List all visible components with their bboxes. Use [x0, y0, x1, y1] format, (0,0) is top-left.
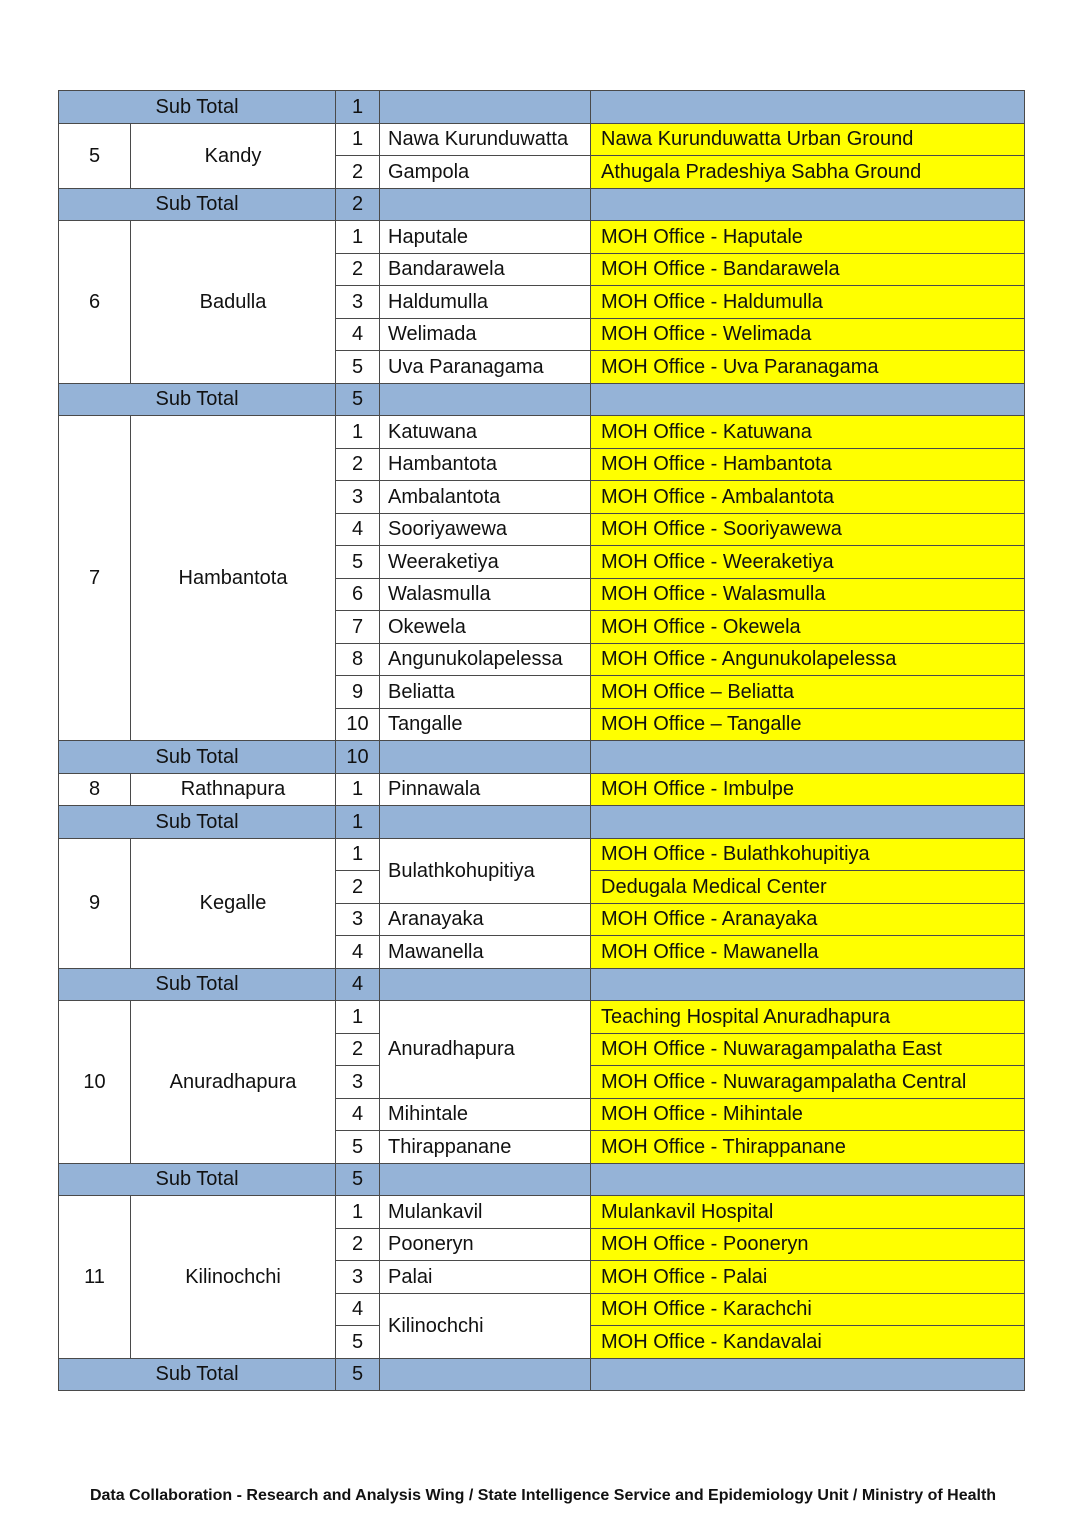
- district-name: Badulla: [131, 221, 336, 384]
- location-cell: Haputale: [380, 221, 591, 254]
- venue-cell: MOH Office – Beliatta: [591, 676, 1025, 709]
- row-number: 2: [336, 448, 380, 481]
- subtotal-label: Sub Total: [59, 741, 336, 774]
- district-name: Hambantota: [131, 416, 336, 741]
- venue-cell: MOH Office - Nuwaragampalatha Central: [591, 1066, 1025, 1099]
- venue-cell: MOH Office - Katuwana: [591, 416, 1025, 449]
- location-cell: Kilinochchi: [380, 1293, 591, 1358]
- table-row: [59, 221, 1025, 254]
- row-number: 2: [336, 1033, 380, 1066]
- subtotal-count: 4: [336, 968, 380, 1001]
- subtotal-row: [59, 968, 1025, 1001]
- location-cell: Mawanella: [380, 936, 591, 969]
- subtotal-empty-cell: [591, 968, 1025, 1001]
- table-row: [59, 773, 1025, 806]
- location-cell: Mihintale: [380, 1098, 591, 1131]
- row-number: 2: [336, 253, 380, 286]
- subtotal-label: Sub Total: [59, 383, 336, 416]
- subtotal-row: [59, 741, 1025, 774]
- venue-cell: MOH Office - Haldumulla: [591, 286, 1025, 319]
- subtotal-empty-cell: [380, 1358, 591, 1391]
- venue-cell: Nawa Kurunduwatta Urban Ground: [591, 123, 1025, 156]
- row-number: 1: [336, 1001, 380, 1034]
- subtotal-count: 5: [336, 383, 380, 416]
- table-row: [59, 416, 1025, 449]
- venue-cell: MOH Office - Imbulpe: [591, 773, 1025, 806]
- subtotal-empty-cell: [591, 1358, 1025, 1391]
- district-number: 11: [59, 1196, 131, 1359]
- row-number: 6: [336, 578, 380, 611]
- row-number: 10: [336, 708, 380, 741]
- venue-cell: MOH Office - Nuwaragampalatha East: [591, 1033, 1025, 1066]
- subtotal-label: Sub Total: [59, 1358, 336, 1391]
- location-cell: Welimada: [380, 318, 591, 351]
- subtotal-row: [59, 1358, 1025, 1391]
- subtotal-row: [59, 188, 1025, 221]
- row-number: 3: [336, 286, 380, 319]
- location-cell: Pooneryn: [380, 1228, 591, 1261]
- subtotal-count: 1: [336, 806, 380, 839]
- location-cell: Beliatta: [380, 676, 591, 709]
- venue-cell: MOH Office - Weeraketiya: [591, 546, 1025, 579]
- location-cell: Haldumulla: [380, 286, 591, 319]
- subtotal-empty-cell: [591, 188, 1025, 221]
- vaccination-centers-table: [58, 90, 1025, 1391]
- subtotal-label: Sub Total: [59, 1163, 336, 1196]
- row-number: 1: [336, 1196, 380, 1229]
- row-number: 3: [336, 903, 380, 936]
- district-number: 5: [59, 123, 131, 188]
- row-number: 5: [336, 351, 380, 384]
- venue-cell: MOH Office - Kandavalai: [591, 1326, 1025, 1359]
- location-cell: Bulathkohupitiya: [380, 838, 591, 903]
- subtotal-empty-cell: [380, 741, 591, 774]
- venue-cell: MOH Office - Pooneryn: [591, 1228, 1025, 1261]
- location-cell: Pinnawala: [380, 773, 591, 806]
- venue-cell: MOH Office - Thirappanane: [591, 1131, 1025, 1164]
- location-cell: Palai: [380, 1261, 591, 1294]
- venue-cell: MOH Office - Mihintale: [591, 1098, 1025, 1131]
- venue-cell: MOH Office - Welimada: [591, 318, 1025, 351]
- venue-cell: MOH Office - Walasmulla: [591, 578, 1025, 611]
- subtotal-empty-cell: [591, 806, 1025, 839]
- row-number: 1: [336, 416, 380, 449]
- row-number: 7: [336, 611, 380, 644]
- location-cell: Weeraketiya: [380, 546, 591, 579]
- subtotal-empty-cell: [380, 188, 591, 221]
- subtotal-empty-cell: [380, 968, 591, 1001]
- location-cell: Ambalantota: [380, 481, 591, 514]
- row-number: 4: [336, 1293, 380, 1326]
- location-cell: Gampola: [380, 156, 591, 189]
- venue-cell: MOH Office - Hambantota: [591, 448, 1025, 481]
- district-number: 6: [59, 221, 131, 384]
- venue-cell: MOH Office - Haputale: [591, 221, 1025, 254]
- row-number: 3: [336, 1261, 380, 1294]
- row-number: 4: [336, 936, 380, 969]
- subtotal-row: [59, 806, 1025, 839]
- location-cell: Uva Paranagama: [380, 351, 591, 384]
- row-number: 2: [336, 871, 380, 904]
- subtotal-count: 5: [336, 1163, 380, 1196]
- location-cell: Sooriyawewa: [380, 513, 591, 546]
- venue-cell: MOH Office - Sooriyawewa: [591, 513, 1025, 546]
- venue-cell: MOH Office - Uva Paranagama: [591, 351, 1025, 384]
- subtotal-label: Sub Total: [59, 806, 336, 839]
- location-cell: Mulankavil: [380, 1196, 591, 1229]
- location-cell: Katuwana: [380, 416, 591, 449]
- venue-cell: MOH Office - Ambalantota: [591, 481, 1025, 514]
- row-number: 2: [336, 1228, 380, 1261]
- district-number: 10: [59, 1001, 131, 1164]
- subtotal-label: Sub Total: [59, 188, 336, 221]
- location-cell: Aranayaka: [380, 903, 591, 936]
- subtotal-count: 5: [336, 1358, 380, 1391]
- subtotal-empty-cell: [380, 806, 591, 839]
- table-row: [59, 838, 1025, 871]
- table-row: [59, 123, 1025, 156]
- venue-cell: MOH Office - Aranayaka: [591, 903, 1025, 936]
- subtotal-empty-cell: [591, 741, 1025, 774]
- venue-cell: MOH Office – Tangalle: [591, 708, 1025, 741]
- venue-cell: Teaching Hospital Anuradhapura: [591, 1001, 1025, 1034]
- table-body: [59, 91, 1025, 1391]
- location-cell: Anuradhapura: [380, 1001, 591, 1099]
- subtotal-label: Sub Total: [59, 91, 336, 124]
- venue-cell: Dedugala Medical Center: [591, 871, 1025, 904]
- district-name: Anuradhapura: [131, 1001, 336, 1164]
- row-number: 3: [336, 1066, 380, 1099]
- subtotal-empty-cell: [380, 383, 591, 416]
- subtotal-row: [59, 1163, 1025, 1196]
- subtotal-label: Sub Total: [59, 968, 336, 1001]
- venue-cell: MOH Office - Bulathkohupitiya: [591, 838, 1025, 871]
- district-name: Kandy: [131, 123, 336, 188]
- row-number: 1: [336, 123, 380, 156]
- venue-cell: MOH Office - Palai: [591, 1261, 1025, 1294]
- subtotal-row: [59, 383, 1025, 416]
- subtotal-count: 10: [336, 741, 380, 774]
- location-cell: Thirappanane: [380, 1131, 591, 1164]
- row-number: 9: [336, 676, 380, 709]
- row-number: 3: [336, 481, 380, 514]
- subtotal-count: 1: [336, 91, 380, 124]
- location-cell: Tangalle: [380, 708, 591, 741]
- subtotal-empty-cell: [380, 91, 591, 124]
- location-cell: Hambantota: [380, 448, 591, 481]
- row-number: 8: [336, 643, 380, 676]
- subtotal-empty-cell: [591, 91, 1025, 124]
- venue-cell: MOH Office - Karachchi: [591, 1293, 1025, 1326]
- venue-cell: MOH Office - Mawanella: [591, 936, 1025, 969]
- venue-cell: Athugala Pradeshiya Sabha Ground: [591, 156, 1025, 189]
- table-row: [59, 1196, 1025, 1229]
- row-number: 2: [336, 156, 380, 189]
- subtotal-row: [59, 91, 1025, 124]
- location-cell: Bandarawela: [380, 253, 591, 286]
- subtotal-empty-cell: [591, 1163, 1025, 1196]
- row-number: 5: [336, 1326, 380, 1359]
- row-number: 1: [336, 838, 380, 871]
- table-row: [59, 1001, 1025, 1034]
- location-cell: Okewela: [380, 611, 591, 644]
- venue-cell: MOH Office - Okewela: [591, 611, 1025, 644]
- row-number: 4: [336, 513, 380, 546]
- location-cell: Walasmulla: [380, 578, 591, 611]
- venue-cell: MOH Office - Bandarawela: [591, 253, 1025, 286]
- subtotal-empty-cell: [380, 1163, 591, 1196]
- venue-cell: MOH Office - Angunukolapelessa: [591, 643, 1025, 676]
- venue-cell: Mulankavil Hospital: [591, 1196, 1025, 1229]
- subtotal-count: 2: [336, 188, 380, 221]
- subtotal-empty-cell: [591, 383, 1025, 416]
- district-name: Rathnapura: [131, 773, 336, 806]
- row-number: 4: [336, 1098, 380, 1131]
- location-cell: Nawa Kurunduwatta: [380, 123, 591, 156]
- row-number: 1: [336, 221, 380, 254]
- district-number: 7: [59, 416, 131, 741]
- row-number: 5: [336, 1131, 380, 1164]
- row-number: 4: [336, 318, 380, 351]
- district-name: Kilinochchi: [131, 1196, 336, 1359]
- location-cell: Angunukolapelessa: [380, 643, 591, 676]
- footer-credit: Data Collaboration - Research and Analysis Wing / State Intelligence Service and Epidemiology Unit / Ministry of Health: [89, 1487, 997, 1504]
- district-name: Kegalle: [131, 838, 336, 968]
- district-number: 9: [59, 838, 131, 968]
- row-number: 5: [336, 546, 380, 579]
- row-number: 1: [336, 773, 380, 806]
- district-number: 8: [59, 773, 131, 806]
